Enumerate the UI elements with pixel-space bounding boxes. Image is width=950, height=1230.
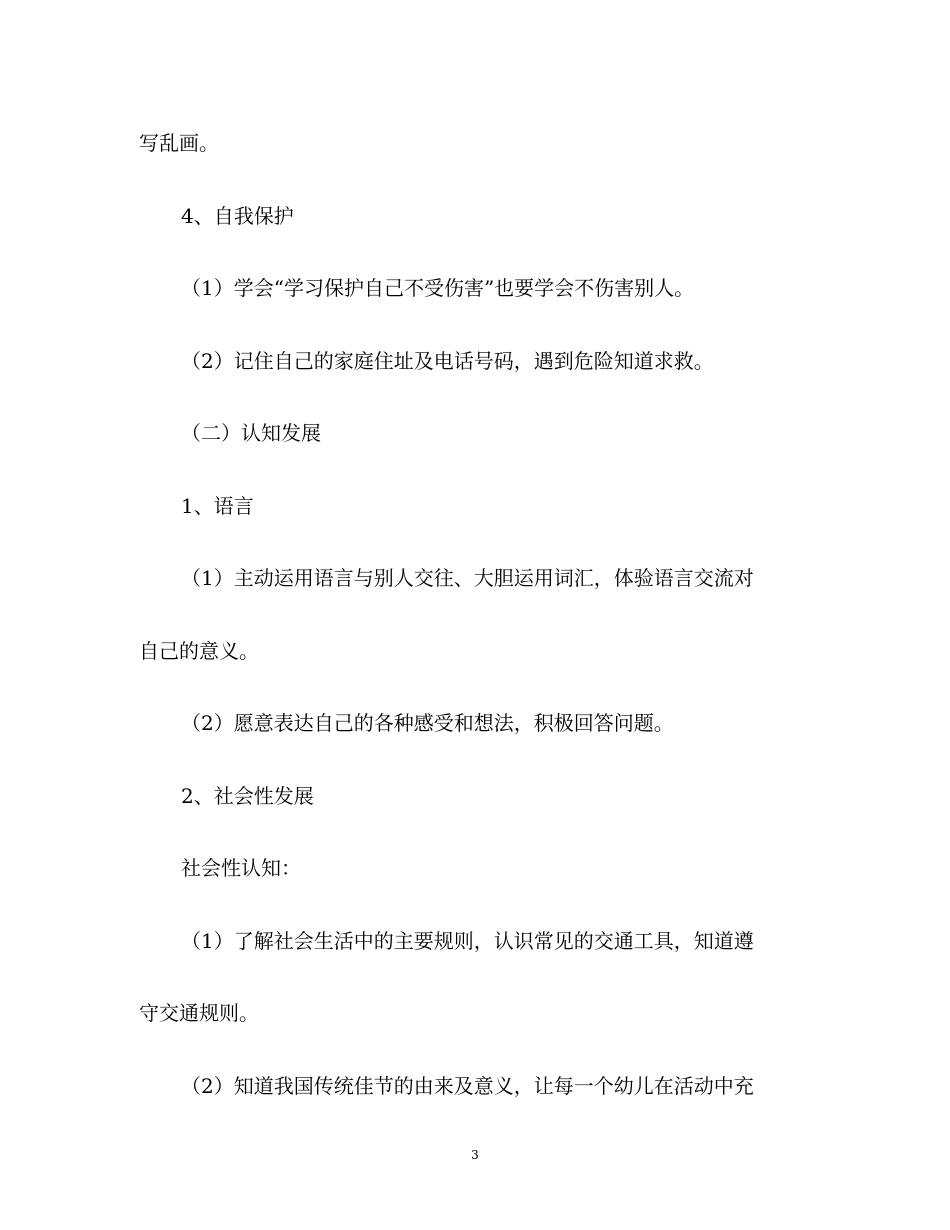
text-line: （2）记住自己的家庭住址及电话号码，遇到危险知道求救。: [181, 349, 714, 373]
text-line: 自己的意义。: [139, 639, 259, 663]
section-heading: （二）认知发展: [181, 421, 321, 445]
text-line: （1）主动运用语言与别人交往、大胆运用词汇，体验语言交流对: [181, 566, 754, 590]
text-line: （1）了解社会生活中的主要规则，认识常见的交通工具，知道遵: [181, 929, 754, 953]
section-heading: 2、社会性发展: [181, 784, 314, 808]
section-heading: 1、语言: [181, 494, 254, 518]
text-line: （1）学会“学习保护自己不受伤害”也要学会不伤害别人。: [181, 276, 695, 300]
text-line: 守交通规则。: [139, 1001, 259, 1025]
text-line: 写乱画。: [139, 131, 219, 155]
section-heading: 4、自我保护: [181, 204, 294, 228]
page-number: 3: [471, 1148, 479, 1162]
text-line: （2）愿意表达自己的各种感受和想法，积极回答问题。: [181, 711, 674, 735]
text-line: （2）知道我国传统佳节的由来及意义，让每一个幼儿在活动中充: [181, 1074, 754, 1098]
subsection-heading: 社会性认知：: [181, 856, 301, 880]
